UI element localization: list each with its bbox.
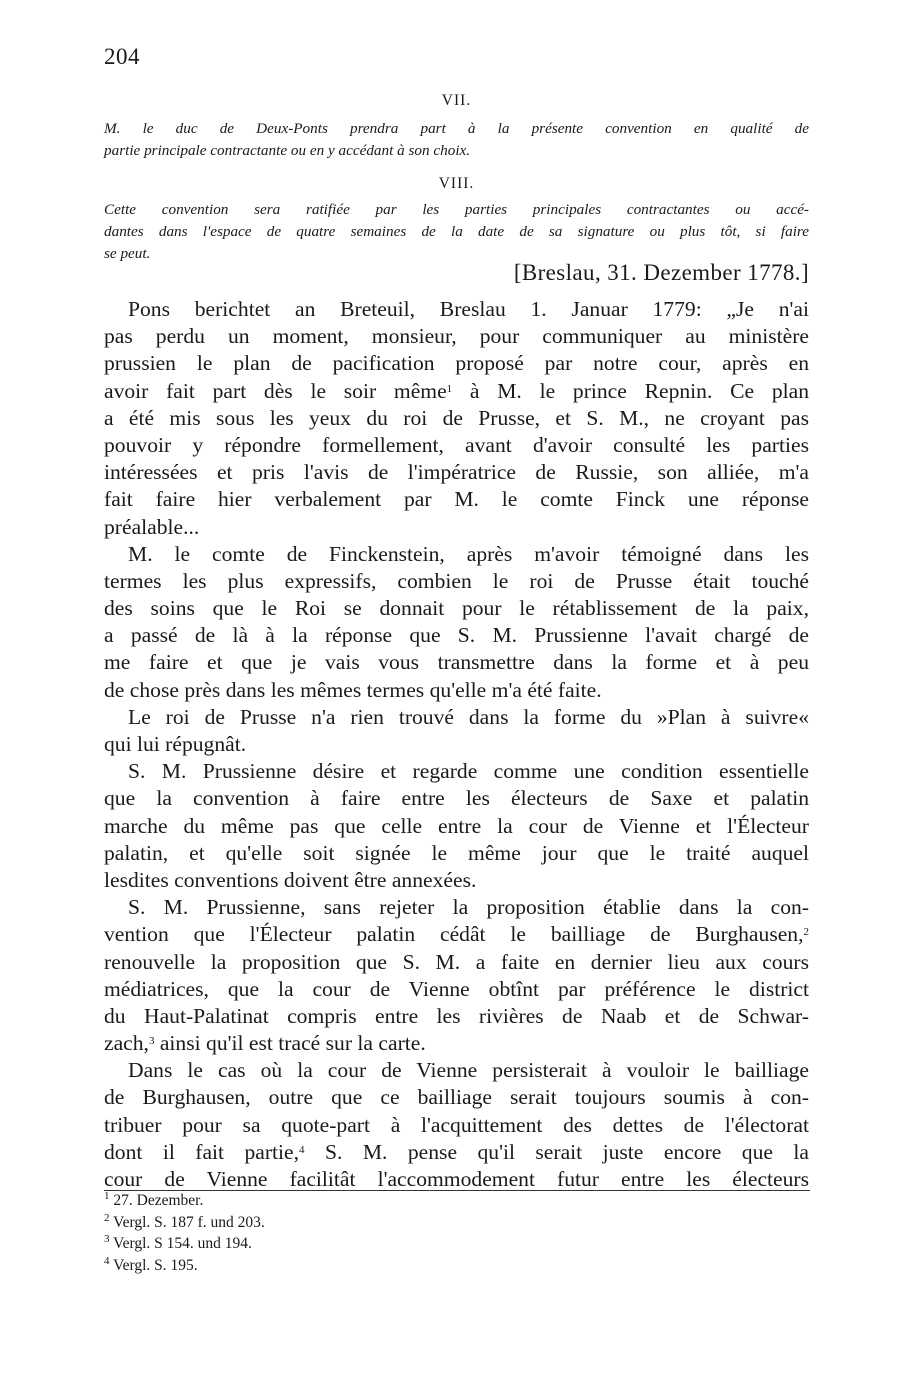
body-line-text: pas perdu un moment, monsieur, pour communiquer au ministère	[104, 324, 809, 349]
article-line: dantes dans l'espace de quatre semaines de la date de sa signature ou plus tôt, si faire	[104, 223, 809, 240]
body-line-text: intéressées et pris l'avis de l'impératrice de Russie, son alliée, m'a	[104, 460, 809, 485]
body-line	[104, 677, 809, 704]
body-line	[104, 758, 809, 785]
body-line	[104, 405, 809, 432]
body-line	[104, 514, 809, 541]
dateline: [Breslau, 31. Dezember 1778.]	[513, 260, 809, 285]
body-line-text: renouvelle la proposition que S. M. a faite en dernier lieu aux cours	[104, 949, 809, 974]
body-line	[104, 785, 809, 812]
body-line-text: Le roi de Prusse n'a rien trouvé dans la forme du »Plan à suivre«	[128, 704, 809, 729]
footnotes	[104, 1190, 809, 1276]
footnote-ref[interactable]: 4	[299, 1143, 305, 1156]
body-line-text: marche du même pas que celle entre la cour de Vienne et l'Électeur	[104, 813, 809, 838]
body-line-text: cour de Vienne facilitât l'accommodement futur entre les électeurs	[104, 1167, 809, 1191]
body-line	[104, 459, 809, 486]
article-vii-text	[104, 118, 809, 162]
body-line-text: lesdites conventions doivent être annexées.	[104, 867, 477, 892]
body-line-text: que la convention à faire entre les électeurs de Saxe et palatin	[104, 786, 809, 811]
body-line-text: de chose près dans les mêmes termes qu'elle m'a été faite.	[104, 677, 602, 702]
body-line	[104, 704, 809, 731]
body-line-text: prussien le plan de pacification proposé par notre cour, après en	[104, 351, 809, 376]
body-line-text: qui lui répugnât.	[104, 732, 247, 756]
article-line: M. le duc de Deux-Ponts prendra part à la présente convention en qualité de	[104, 120, 809, 137]
body-line-tail: S. M. pense qu'il serait juste encore que la	[304, 1139, 809, 1164]
body-line	[104, 867, 809, 894]
body-line	[104, 976, 809, 1003]
main-body-text	[104, 296, 809, 1193]
body-line-text: des soins que le Roi se donnait pour le rétablissement de la paix,	[104, 596, 809, 621]
footnote-ref[interactable]: 1	[446, 382, 453, 395]
body-line-text: a été mis sous les yeux du roi de Prusse, et S. M., ne croyant pas	[104, 405, 809, 430]
body-line-text: vention que l'Électeur palatin cédât le bailliage de Burghausen,	[104, 922, 804, 947]
body-line-text: Pons berichtet an Breteuil, Breslau 1. Januar 1779: „Je n'ai	[128, 297, 809, 321]
body-line	[104, 649, 809, 676]
body-line-tail: à M. le prince Repnin. Ce plan	[452, 378, 810, 403]
body-line	[104, 296, 809, 323]
article-line: se peut.	[104, 245, 151, 262]
body-line	[104, 921, 809, 948]
body-line	[104, 350, 809, 377]
body-line-text: fait faire hier verbalement par M. le comte Finck une réponse	[104, 487, 809, 512]
body-line	[104, 323, 809, 350]
body-line-text: zach,	[104, 1031, 149, 1056]
body-line-text: dont il fait partie,	[104, 1139, 300, 1164]
body-line-text: a passé de là à la réponse que S. M. Prussienne l'avait chargé de	[104, 623, 809, 648]
footnote-mark: 2	[104, 1211, 110, 1224]
body-line	[104, 622, 809, 649]
body-line	[104, 378, 809, 405]
body-line	[104, 731, 809, 758]
body-line	[104, 595, 809, 622]
body-line-text: palatin, et qu'elle soit signée le même jour que le traité auquel	[104, 840, 809, 865]
footnote	[104, 1233, 809, 1255]
body-line-text: médiatrices, que la cour de Vienne obtînt par préférence le district	[104, 976, 809, 1001]
body-line	[104, 894, 809, 921]
footnote-ref[interactable]: 2	[803, 926, 809, 939]
body-line-text: préalable...	[104, 514, 200, 539]
article-heading-viii: VIII.	[438, 175, 475, 192]
body-line	[104, 1139, 809, 1166]
body-line-text: de Burghausen, outre que ce bailliage serait toujours soumis à con-	[104, 1085, 809, 1110]
body-line	[104, 486, 809, 513]
body-line-text: termes les plus expressifs, combien le roi de Prusse était touché	[104, 568, 809, 593]
footnote-mark: 1	[104, 1190, 110, 1202]
body-line-text: tribuer pour sa quote-part à l'acquittement des dettes de l'électorat	[104, 1112, 809, 1137]
body-line-text: Dans le cas où la cour de Vienne persisterait à vouloir le bailliage	[128, 1058, 809, 1083]
footnote	[104, 1255, 809, 1277]
body-line-text: pouvoir y répondre formellement, avant d'avoir consulté les parties	[104, 432, 809, 457]
footnote-mark: 3	[104, 1233, 110, 1245]
body-line	[104, 1057, 809, 1084]
body-line	[104, 1112, 809, 1139]
footnote	[104, 1190, 809, 1212]
body-line-text: S. M. Prussienne désire et regarde comme une condition essentielle	[128, 759, 809, 784]
body-line	[104, 432, 809, 459]
body-line	[104, 1084, 809, 1111]
article-viii-text	[104, 199, 809, 265]
body-line-text: S. M. Prussienne, sans rejeter la proposition établie dans la con-	[128, 895, 809, 920]
body-line-text: avoir fait part dès le soir même	[104, 378, 447, 403]
body-line	[104, 568, 809, 595]
body-line	[104, 840, 809, 867]
body-line-text: du Haut-Palatinat compris entre les rivières de Naab et de Schwar-	[104, 1003, 809, 1028]
footnote-mark: 4	[104, 1254, 110, 1267]
footnote-text: Vergl. S. 195.	[109, 1256, 198, 1274]
footnote	[104, 1212, 809, 1234]
footnote-text: Vergl. S 154. und 194.	[109, 1235, 252, 1252]
body-line	[104, 949, 809, 976]
body-line	[104, 541, 809, 568]
body-line	[104, 1030, 809, 1057]
footnote-text: 27. Dezember.	[109, 1192, 204, 1209]
footnote-ref[interactable]: 3	[148, 1035, 155, 1048]
footnote-text: Vergl. S. 187 f. und 203.	[109, 1213, 265, 1231]
article-line: partie principale contractante ou en y accédant à son choix.	[104, 142, 471, 159]
body-line	[104, 813, 809, 840]
article-heading-vii: VII.	[441, 92, 472, 109]
body-line	[104, 1003, 809, 1030]
body-line-tail: ainsi qu'il est tracé sur la carte.	[154, 1031, 426, 1056]
body-line-text: M. le comte de Finckenstein, après m'avoir témoigné dans les	[128, 541, 809, 566]
article-line: Cette convention sera ratifiée par les parties principales contractantes ou accé-	[104, 201, 809, 218]
page-number: 204	[104, 44, 140, 69]
body-line-text: me faire et que je vais vous transmettre dans la forme et à peu	[104, 650, 809, 675]
